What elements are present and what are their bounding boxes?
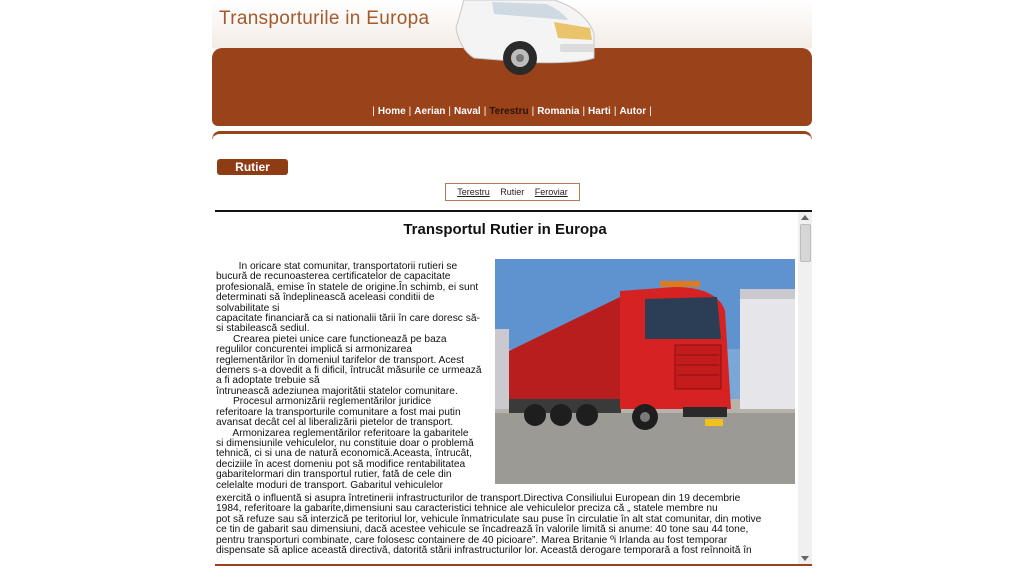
left-line: capacitate financiară ca si nationalii tării în care doresc să- xyxy=(216,313,480,325)
left-line: Procesul armonizării reglementărilor juridice xyxy=(216,396,432,408)
left-line: gabaritelormari din transportul rutier, fată de cele din xyxy=(216,469,452,481)
left-line: celelalte moduri de transport. Gabaritul vehiculelor xyxy=(216,479,444,491)
nav-item-aerian[interactable]: Aerian xyxy=(414,106,446,117)
wide-line: 1984, referitoare la gabarite,dimensiuni sau caracteristici tehnice ale vehiculelor preciza că „ statele membre nu xyxy=(216,503,718,515)
left-line: determinati să îndeplinească aceleasi conditii de xyxy=(216,292,435,304)
article-body-full xyxy=(216,494,792,556)
left-line: solvabilitate si xyxy=(216,302,280,314)
left-line: bucură de recunoasterea certificatelor de capacitate xyxy=(216,271,451,283)
left-line: demers s-a dovedit a fi dificil, întrucât măsurile ce urmează xyxy=(216,365,482,377)
nav-item-naval[interactable]: Naval xyxy=(454,106,481,117)
scroll-up-arrow-icon[interactable] xyxy=(801,215,809,220)
article-body-left xyxy=(216,262,496,491)
left-line: referitoare la transporturile comunitare a fost mai putin xyxy=(216,406,461,418)
wide-line: pentru transporturi combinate, care folosesc containere de 40 picioare”. Marea Britanie ºi Irlanda au fost temporar xyxy=(216,534,728,546)
article-frame xyxy=(215,210,812,566)
subnav-terestru[interactable]: Terestru xyxy=(457,187,490,197)
scrollbar[interactable] xyxy=(798,212,812,564)
van-image xyxy=(434,0,604,82)
site-title: Transporturile in Europa xyxy=(219,8,430,29)
nav-item-romania[interactable]: Romania xyxy=(537,106,580,117)
article-title: Transportul Rutier in Europa xyxy=(403,221,607,238)
sub-nav xyxy=(445,183,580,201)
left-line: si stabilească sediul. xyxy=(216,323,310,335)
nav-item-home[interactable]: Home xyxy=(377,106,406,117)
left-line: regulilor concurentei implică si armonizarea xyxy=(216,344,412,356)
left-line: întrunească adeziunea majoritătii statelor comunitare. xyxy=(216,385,458,397)
wide-line: pot să refuze sau să interzică pe teritoriul lor, vehicule înmatriculate sau puse în circulatie în alt stat comunitar, din motive xyxy=(216,513,762,525)
subnav-feroviar[interactable]: Feroviar xyxy=(534,187,568,197)
page xyxy=(212,0,812,575)
left-line: In oricare stat comunitar, transportatorii rutieri se xyxy=(216,261,458,272)
left-line: reglementărilor în domeniul tarifelor de transport. Acest xyxy=(216,354,465,366)
wide-line: dispensate să aplice această directivă, datorită stării infrastructurilor lor. Această derogare temporară a fost reînnoită în xyxy=(216,545,752,557)
subnav-rutier: Rutier xyxy=(500,187,525,197)
left-line: deciziile în acest domeniu pot să modifice rentabilitatea xyxy=(216,458,466,470)
header-divider xyxy=(212,131,812,139)
left-line: si dimensiunile vehiculelor, nu constituie doar o problemă xyxy=(216,437,474,449)
left-line: Crearea pietei unice care functionează pe baza xyxy=(216,333,447,345)
truck-photo xyxy=(495,259,795,484)
left-line: a fi adoptate trebuie să xyxy=(216,375,320,387)
left-line: tehnică, ci si una de natură economică.Aceasta, întrucât, xyxy=(216,448,472,460)
wide-line: exercită o influentă si asupra întretinerii infrastructurilor de transport.Directiva Consiliului European din 19 decembrie xyxy=(216,493,741,504)
section-badge: Rutier xyxy=(217,159,288,175)
wide-line: ce tin de gabarit sau dimensiuni, dacă acestee vehicule se încadrează în valorile limită si anume: 40 tone sau 44 tone, xyxy=(216,524,749,536)
nav-item-harti[interactable]: Harti xyxy=(588,106,611,117)
main-nav: | Home | Aerian | Naval | Terestru | Romania | Harti | Autor | xyxy=(372,106,652,117)
nav-item-autor[interactable]: Autor xyxy=(619,106,647,117)
scroll-down-arrow-icon[interactable] xyxy=(801,556,809,561)
left-line: Armonizarea reglementărilor referitoare la gabaritele xyxy=(216,427,469,439)
nav-item-terestru[interactable]: Terestru xyxy=(489,106,529,117)
scroll-thumb[interactable] xyxy=(800,224,811,262)
left-line: profesională, emise în statele de origine.În schimb, ei sunt xyxy=(216,281,479,293)
left-line: avansat decât cel al liberalizării pietelor de transport. xyxy=(216,417,454,429)
